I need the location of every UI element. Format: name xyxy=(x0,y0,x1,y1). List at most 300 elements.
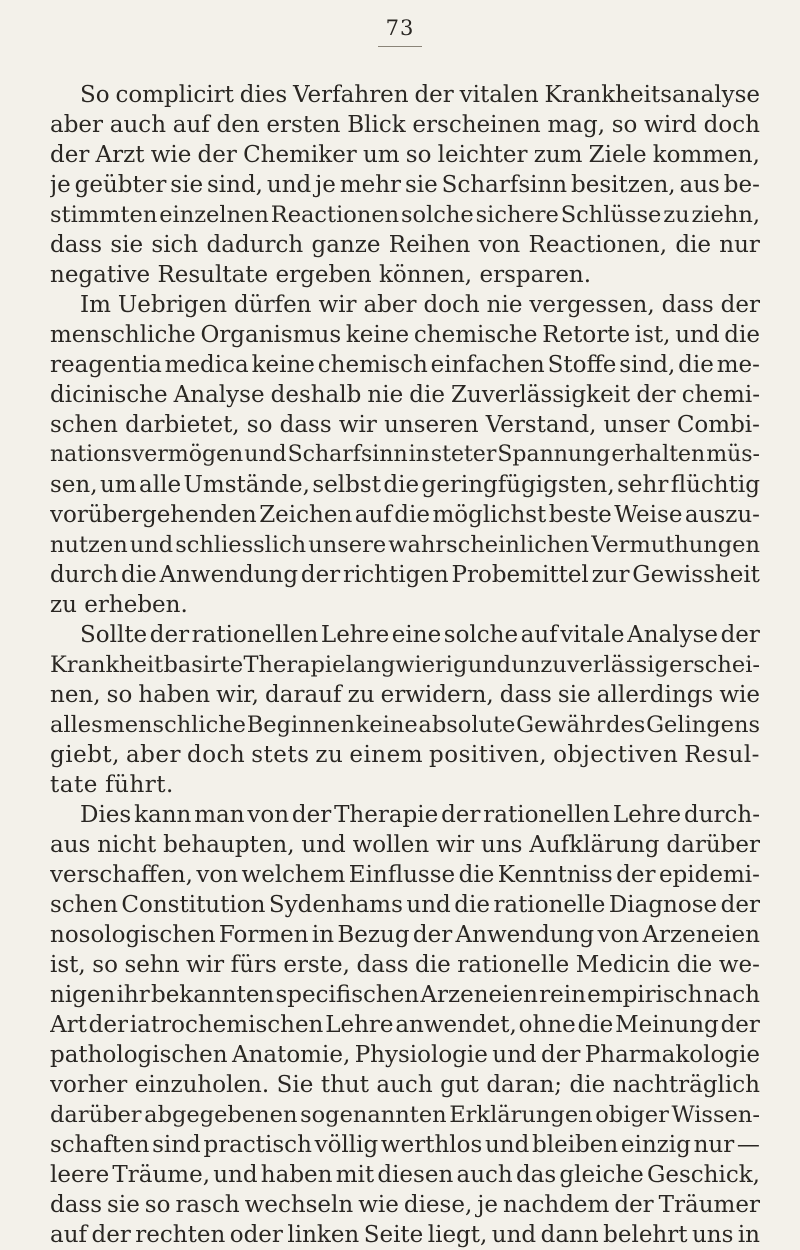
text-line xyxy=(50,110,760,140)
word: schen xyxy=(50,412,118,438)
word: dürfen xyxy=(234,292,312,318)
word: langwierig xyxy=(345,652,468,678)
word: wie xyxy=(358,1192,399,1218)
word: erhalten xyxy=(611,442,706,467)
text-line xyxy=(50,320,760,350)
word: Aufklärung xyxy=(529,832,660,858)
text-line xyxy=(50,200,760,230)
word: Seite xyxy=(363,1222,424,1248)
word: wir xyxy=(436,832,475,858)
word: ist, xyxy=(50,952,86,978)
body-text xyxy=(50,80,760,1250)
word: und xyxy=(467,652,512,678)
word: auch xyxy=(376,1072,433,1098)
word: und xyxy=(484,1132,530,1158)
word: pathologischen xyxy=(50,1042,228,1068)
word: eine xyxy=(391,622,442,648)
word: obiger xyxy=(595,1102,669,1128)
text-line xyxy=(50,1040,760,1070)
word: chemi- xyxy=(681,382,760,408)
word: des xyxy=(606,712,646,738)
word: nie xyxy=(367,382,404,408)
text-line xyxy=(50,740,760,770)
text-line xyxy=(50,290,760,320)
word: Schlüsse xyxy=(560,202,662,228)
word: Formen xyxy=(218,922,309,948)
word: Dies xyxy=(80,802,132,828)
word: die xyxy=(724,322,760,348)
word: keine xyxy=(345,322,410,348)
word: Therapie xyxy=(243,652,346,678)
word: Chemiker xyxy=(243,142,357,168)
text-line xyxy=(50,440,760,470)
word: so xyxy=(405,142,432,168)
word: doch xyxy=(186,742,246,768)
word: richtigen xyxy=(342,562,449,588)
word: und xyxy=(492,1042,537,1068)
word: Blick xyxy=(347,112,406,138)
word: Träume, xyxy=(112,1162,210,1188)
word: complicirt xyxy=(115,82,234,108)
word: negative xyxy=(50,262,151,288)
word: menschliche xyxy=(103,712,246,738)
word: Zeichen xyxy=(259,502,353,528)
word: bekannten xyxy=(150,982,275,1008)
word: den xyxy=(216,112,260,138)
word: dadurch xyxy=(206,232,304,258)
word: linken xyxy=(287,1222,360,1248)
word: sen, xyxy=(50,472,98,498)
word: auf xyxy=(354,502,392,528)
word: ist, xyxy=(634,322,671,348)
word: aus xyxy=(679,172,720,198)
word: nen, xyxy=(50,682,101,708)
word: Sie xyxy=(276,1072,314,1098)
word: möglichst xyxy=(432,502,547,528)
word: einem xyxy=(349,742,424,768)
word: basirte xyxy=(163,652,244,678)
word: steter xyxy=(430,442,497,467)
word: je xyxy=(50,172,71,198)
word: Combi- xyxy=(676,412,760,438)
word: erheben. xyxy=(84,592,188,618)
word: leere xyxy=(50,1162,110,1188)
word: schaften xyxy=(50,1132,150,1158)
word: solche xyxy=(401,202,474,228)
word: sind, xyxy=(206,172,263,198)
word: Physiologie xyxy=(354,1042,488,1068)
word: der xyxy=(412,922,453,948)
word: der xyxy=(614,1192,654,1218)
word: kommen, xyxy=(652,142,760,168)
word: verschaffen, xyxy=(50,862,193,888)
word: oder xyxy=(229,1222,283,1248)
word: so xyxy=(246,412,273,438)
word: Stoffe xyxy=(547,352,617,378)
word: Art xyxy=(50,1012,87,1038)
word: die xyxy=(121,562,157,588)
word: be- xyxy=(723,172,760,198)
word: nutzen xyxy=(50,532,128,558)
word: zum xyxy=(533,142,583,168)
word: müs- xyxy=(706,442,760,467)
word: Scharfsinn xyxy=(441,172,568,198)
word: gleiche xyxy=(559,1162,644,1188)
word: Gelingens xyxy=(646,712,760,738)
word: aus xyxy=(50,832,91,858)
word: Uebrigen xyxy=(117,292,228,318)
word: die xyxy=(458,862,495,888)
word: reagentia xyxy=(50,352,162,378)
word: wollen xyxy=(352,832,430,858)
word: nosologischen xyxy=(50,922,216,948)
text-line xyxy=(50,680,760,710)
word: mag, xyxy=(547,112,606,138)
text-line xyxy=(50,350,760,380)
word: schen xyxy=(50,892,118,918)
word: Therapie xyxy=(334,802,439,828)
word: sie xyxy=(110,232,144,258)
word: darauf xyxy=(265,682,342,708)
word: ersparen. xyxy=(479,262,592,288)
word: dass xyxy=(499,682,552,708)
word: der xyxy=(541,1042,581,1068)
word: man xyxy=(194,802,245,828)
word: und xyxy=(675,322,720,348)
word: sie xyxy=(107,1192,140,1218)
word: unseren xyxy=(384,412,479,438)
word: unser xyxy=(603,412,670,438)
word: in xyxy=(311,922,335,948)
word: Wissen- xyxy=(671,1102,760,1128)
word: auf xyxy=(520,622,558,648)
text-line xyxy=(50,1190,760,1220)
word: der xyxy=(197,142,237,168)
word: Arzt xyxy=(95,142,145,168)
word: je xyxy=(315,172,336,198)
word: Träumer xyxy=(658,1192,760,1218)
word: wir xyxy=(186,952,225,978)
word: practisch xyxy=(203,1132,312,1158)
word: dies xyxy=(239,82,288,108)
text-line xyxy=(50,140,760,170)
text-line xyxy=(50,80,760,110)
word: sichere xyxy=(475,202,559,228)
word: uns xyxy=(480,832,523,858)
word: in xyxy=(737,1222,760,1248)
word: aber xyxy=(363,292,417,318)
word: Retorte xyxy=(542,322,631,348)
word: absolute xyxy=(418,712,516,738)
word: diese, xyxy=(403,1192,473,1218)
text-line xyxy=(50,560,760,590)
word: Anwendung xyxy=(159,562,299,588)
word: nie xyxy=(486,292,523,318)
word: specifischen xyxy=(275,982,420,1008)
word: Umstände, xyxy=(183,472,310,498)
word: darüber xyxy=(666,832,760,858)
word: Anwendung xyxy=(455,922,595,948)
word: die xyxy=(454,892,490,918)
word: beste xyxy=(548,502,612,528)
word: und xyxy=(129,532,174,558)
word: Gewähr xyxy=(516,712,606,738)
word: Sollte xyxy=(80,622,148,648)
word: unzuverlässig xyxy=(511,652,669,678)
word: von xyxy=(196,862,239,888)
word: Probemittel xyxy=(451,562,589,588)
word: Resultate xyxy=(157,262,269,288)
word: leichter xyxy=(437,142,528,168)
word: und xyxy=(244,442,287,467)
word: die xyxy=(383,472,420,498)
word: diesen xyxy=(377,1162,454,1188)
word: aber xyxy=(50,112,104,138)
word: positiven, xyxy=(429,742,548,768)
word: Lehre xyxy=(612,802,682,828)
word: nachträglich xyxy=(612,1072,760,1098)
word: wir, xyxy=(216,682,259,708)
word: alles xyxy=(50,712,103,738)
word: bleiben xyxy=(532,1132,619,1158)
word: darüber xyxy=(50,1102,142,1128)
word: nach xyxy=(703,982,760,1008)
text-line xyxy=(50,530,760,560)
word: Reihen xyxy=(388,232,471,258)
text-line xyxy=(50,1160,760,1190)
word: schliesslich xyxy=(175,532,307,558)
word: die xyxy=(678,352,714,378)
word: Erklärungen xyxy=(449,1102,593,1128)
word: vorübergehenden xyxy=(50,502,257,528)
word: dass xyxy=(356,952,409,978)
word: stimmten xyxy=(50,202,158,228)
word: der xyxy=(91,1222,131,1248)
word: anwendet, xyxy=(395,1012,517,1038)
word: nur xyxy=(693,1132,735,1158)
word: we- xyxy=(718,952,760,978)
word: das xyxy=(515,1162,557,1188)
word: Krankheit xyxy=(50,652,164,678)
text-line xyxy=(50,1070,760,1100)
word: der xyxy=(300,562,341,588)
word: Resul- xyxy=(684,742,760,768)
word: kann xyxy=(134,802,192,828)
word: chemisch xyxy=(317,352,428,378)
word: Anatomie, xyxy=(231,1042,351,1068)
word: rechten xyxy=(135,1222,226,1248)
text-line xyxy=(50,470,760,500)
word: sie xyxy=(404,172,438,198)
word: die xyxy=(675,232,712,258)
word: Ziele xyxy=(588,142,647,168)
word: auf xyxy=(172,112,210,138)
word: Lehre xyxy=(320,622,390,648)
word: doch xyxy=(703,112,760,138)
word: von xyxy=(247,802,290,828)
word: nigen xyxy=(50,982,116,1008)
word: so xyxy=(611,112,638,138)
word: Analyse xyxy=(627,622,718,648)
word: Analyse xyxy=(173,382,265,408)
word: der xyxy=(720,1012,760,1038)
word: haben xyxy=(138,682,211,708)
text-line xyxy=(50,260,760,290)
word: der xyxy=(149,622,190,648)
word: wir xyxy=(338,412,377,438)
word: geringfügigsten, xyxy=(421,472,615,498)
word: führt. xyxy=(105,772,174,798)
word: ziehn, xyxy=(691,202,760,228)
word: ihr xyxy=(116,982,150,1008)
word: der xyxy=(616,862,656,888)
word: Zuverlässigkeit xyxy=(450,382,631,408)
word: Reactionen xyxy=(270,202,400,228)
word: gut xyxy=(440,1072,479,1098)
text-line xyxy=(50,1100,760,1130)
word: rationelle xyxy=(457,952,570,978)
word: iatrochemischen xyxy=(129,1012,324,1038)
word: einzig xyxy=(620,1132,691,1158)
word: erscheinen xyxy=(412,112,541,138)
word: Reactionen, xyxy=(528,232,668,258)
word: Weise xyxy=(614,502,683,528)
word: rein xyxy=(539,982,586,1008)
word: der xyxy=(291,802,332,828)
word: thut xyxy=(320,1072,369,1098)
word: dass xyxy=(50,1192,103,1218)
word: so xyxy=(144,1192,171,1218)
word: von xyxy=(478,232,521,258)
word: und xyxy=(266,172,312,198)
word: die xyxy=(577,1012,614,1038)
word: die xyxy=(409,382,445,408)
word: und xyxy=(406,892,451,918)
word: wechseln xyxy=(244,1192,354,1218)
text-line xyxy=(50,590,760,620)
word: und xyxy=(301,832,346,858)
word: auch xyxy=(109,112,167,138)
text-line xyxy=(50,230,760,260)
word: die xyxy=(569,1072,606,1098)
word: vorher xyxy=(50,1072,128,1098)
word: rationellen xyxy=(191,622,319,648)
word: dass xyxy=(50,232,103,258)
word: die xyxy=(394,502,430,528)
word: alle xyxy=(139,472,182,498)
word: der xyxy=(636,382,676,408)
word: können, xyxy=(378,262,473,288)
word: besitzen, xyxy=(571,172,676,198)
word: nationsvermögen xyxy=(50,442,244,467)
word: mit xyxy=(335,1162,375,1188)
word: Diagnose xyxy=(608,892,718,918)
word: Kenntniss xyxy=(497,862,613,888)
word: sind xyxy=(152,1132,201,1158)
word: und xyxy=(213,1162,258,1188)
word: von xyxy=(597,922,640,948)
word: abgegebenen xyxy=(144,1102,298,1128)
text-line xyxy=(50,770,760,800)
word: Verfahren xyxy=(293,82,409,108)
text-line xyxy=(50,920,760,950)
word: daran; xyxy=(486,1072,563,1098)
page-number-rule xyxy=(378,46,422,47)
word: sind, xyxy=(619,352,676,378)
word: aber xyxy=(125,742,181,768)
word: epidemi- xyxy=(658,862,760,888)
word: haben xyxy=(260,1162,333,1188)
word: und xyxy=(491,1222,537,1248)
word: Einflusse xyxy=(348,862,456,888)
word: der xyxy=(720,892,760,918)
word: ergeben xyxy=(275,262,372,288)
word: sogenannten xyxy=(300,1102,447,1128)
word: So xyxy=(80,82,110,108)
text-line xyxy=(50,410,760,440)
word: um xyxy=(362,142,400,168)
text-line xyxy=(50,800,760,830)
word: Spannung xyxy=(497,442,611,467)
word: mehr xyxy=(339,172,402,198)
word: vergessen, xyxy=(529,292,655,318)
word: Gewissheit xyxy=(632,562,760,588)
word: vitalen xyxy=(459,82,539,108)
word: liegt, xyxy=(427,1222,488,1248)
text-line xyxy=(50,710,760,740)
text-line xyxy=(50,500,760,530)
word: der xyxy=(720,622,760,648)
word: sehn xyxy=(124,952,180,978)
word: Constitution xyxy=(121,892,266,918)
word: nicht xyxy=(97,832,157,858)
word: erschei- xyxy=(669,652,760,678)
word: je xyxy=(477,1192,498,1218)
text-line xyxy=(50,830,760,860)
word: ganze xyxy=(311,232,381,258)
word: Arzeneien xyxy=(642,922,760,948)
text-line xyxy=(50,170,760,200)
text-line xyxy=(50,1130,760,1160)
word: dass xyxy=(661,292,714,318)
word: objectiven xyxy=(553,742,679,768)
word: Im xyxy=(80,292,111,318)
word: rasch xyxy=(175,1192,240,1218)
word: Krankheitsanalyse xyxy=(544,82,760,108)
word: Meinung xyxy=(615,1012,719,1038)
word: rationellen xyxy=(483,802,610,828)
word: einfachen xyxy=(430,352,545,378)
word: menschliche xyxy=(50,322,196,348)
word: solche xyxy=(443,622,519,648)
word: wie xyxy=(719,682,760,708)
word: um xyxy=(99,472,137,498)
word: Pharmakologie xyxy=(584,1042,760,1068)
text-line xyxy=(50,860,760,890)
word: allerdings xyxy=(596,682,714,708)
word: wahrscheinlichen xyxy=(388,532,590,558)
word: nur xyxy=(719,232,760,258)
word: giebt, xyxy=(50,742,120,768)
word: der xyxy=(441,802,481,828)
word: Arzeneien xyxy=(420,982,538,1008)
word: einzuholen. xyxy=(134,1072,270,1098)
word: chemische xyxy=(413,322,538,348)
word: me- xyxy=(716,352,760,378)
word: wird xyxy=(644,112,697,138)
word: welchem xyxy=(241,862,346,888)
word: unsere xyxy=(308,532,387,558)
